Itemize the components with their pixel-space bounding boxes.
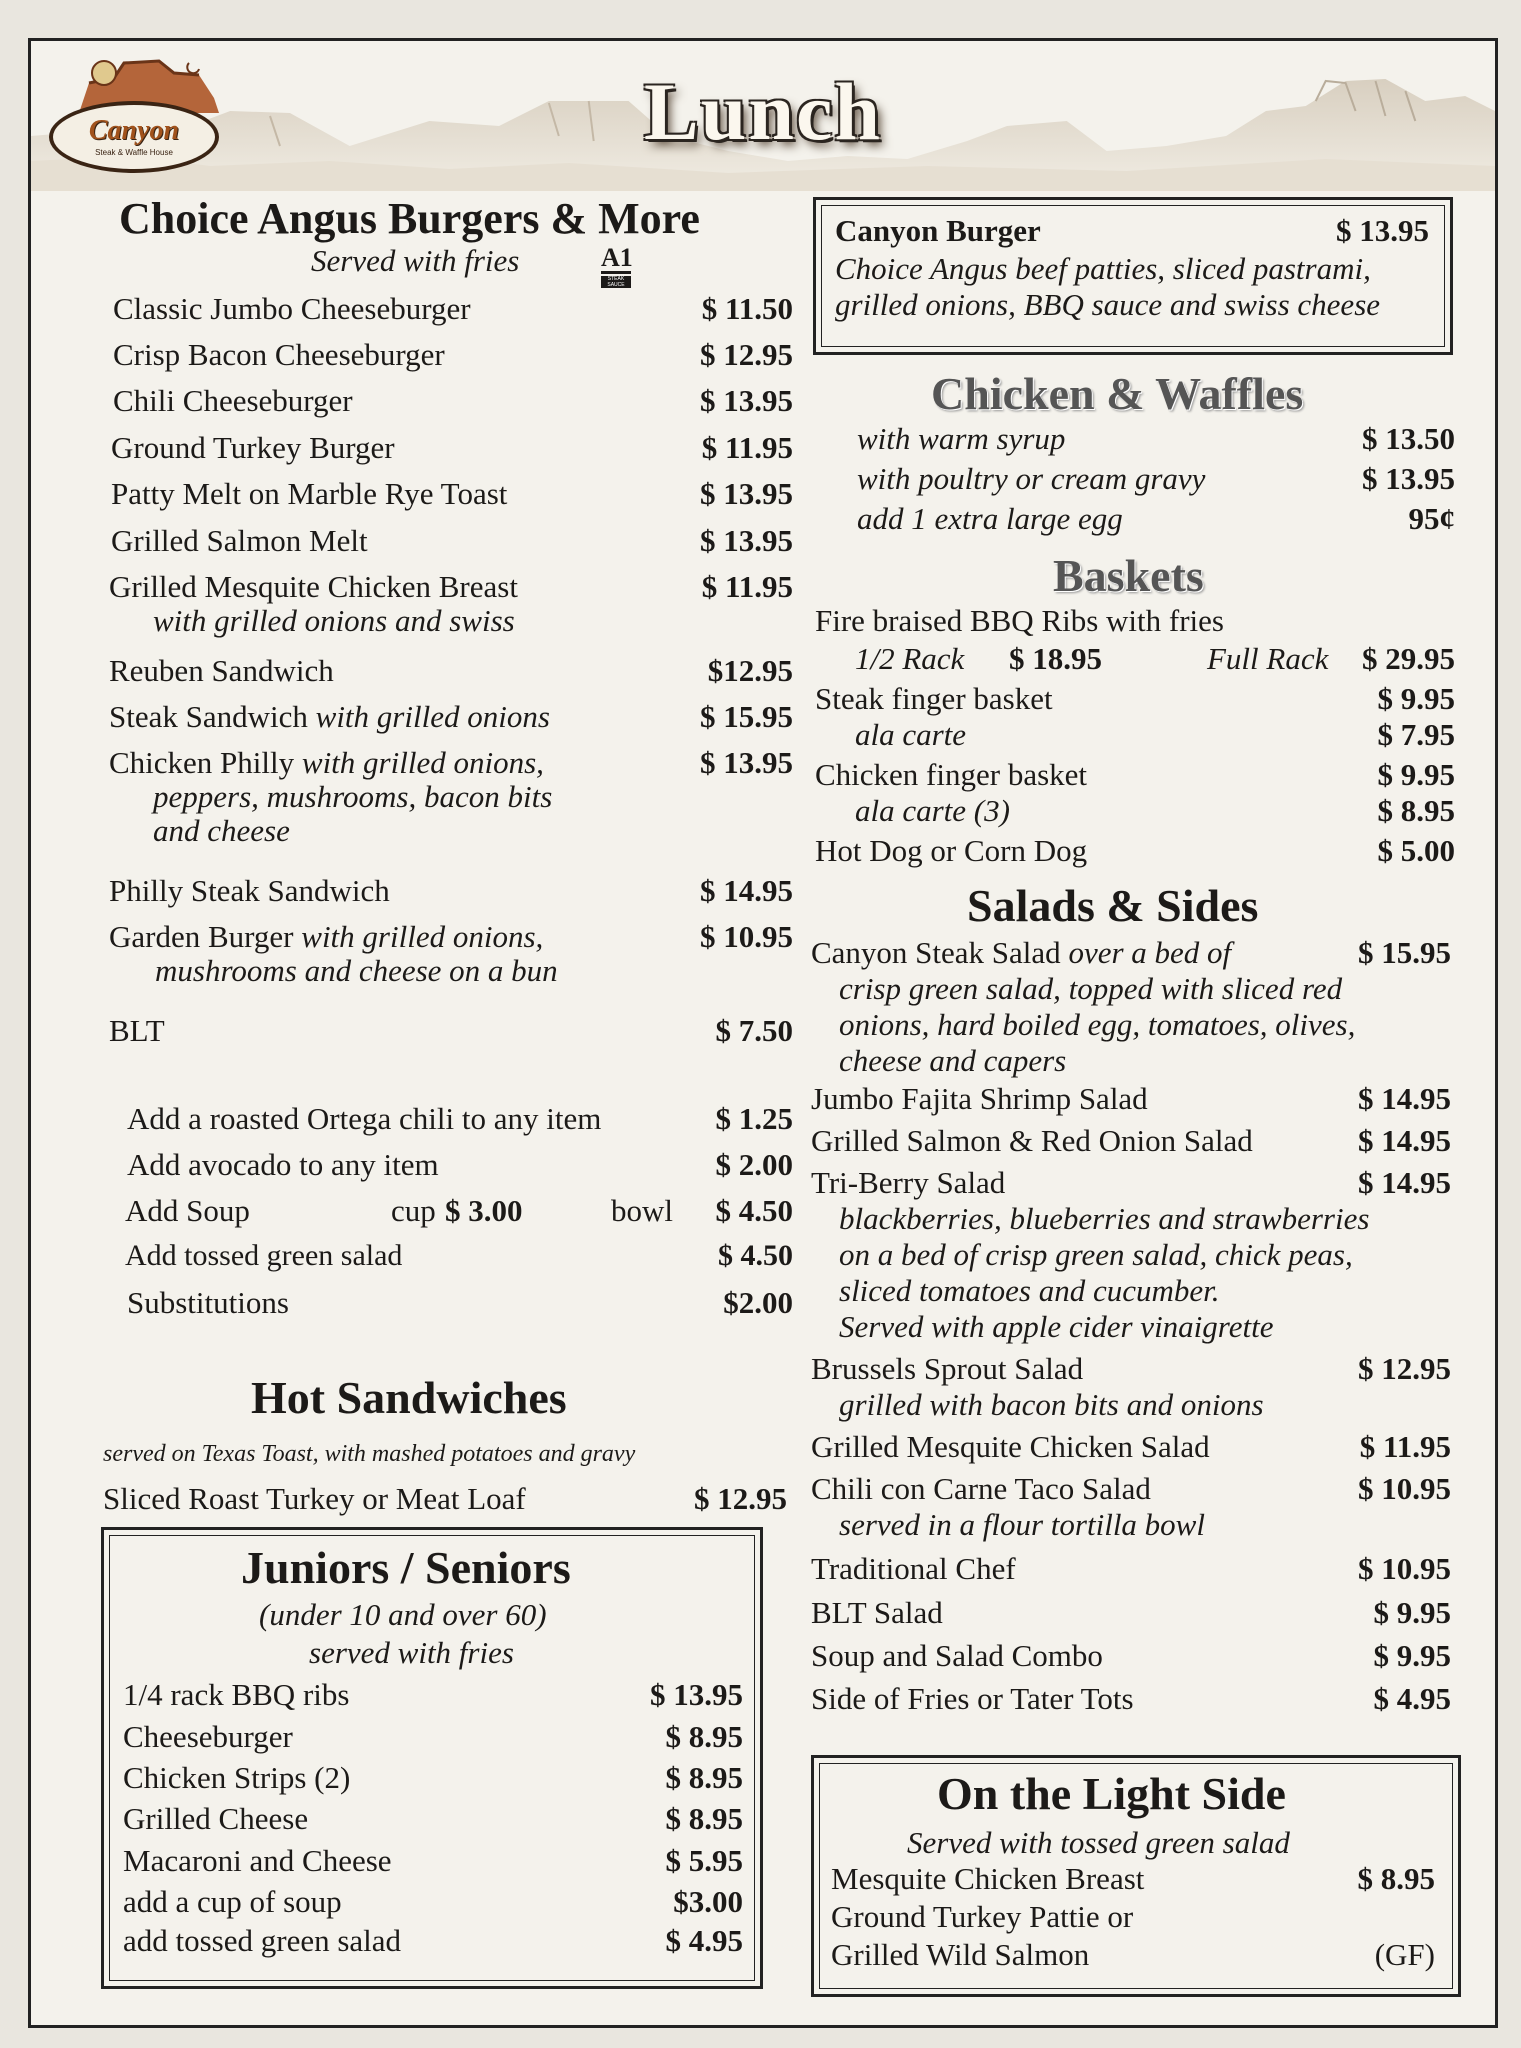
addon-item: [125, 1239, 793, 1273]
menu-item: [815, 681, 1455, 717]
item-price: $ 4.95: [665, 1923, 743, 1958]
menu-item: [811, 1681, 1451, 1717]
item-name-note: over a bed of: [1068, 935, 1232, 970]
hot-sandwiches-heading: Hot Sandwiches: [251, 1372, 567, 1423]
item-name: Ground Turkey Pattie or: [831, 1899, 1134, 1934]
soup-cup-price: $ 3.00: [445, 1193, 523, 1228]
item-price: $ 5.00: [1377, 833, 1455, 868]
a1-logo-text: A1: [601, 243, 633, 272]
menu-item: [109, 745, 793, 781]
item-price: $ 11.95: [1359, 1429, 1451, 1464]
item-name: Macaroni and Cheese: [123, 1843, 392, 1878]
item-price: $ 12.95: [1358, 1351, 1451, 1386]
item-name: with warm syrup: [857, 421, 1066, 456]
menu-item: [811, 1165, 1451, 1201]
item-price: $ 8.95: [665, 1719, 743, 1754]
light-side-heading: On the Light Side: [937, 1768, 1286, 1819]
item-name: Grilled Cheese: [123, 1801, 309, 1836]
item-price: $ 14.95: [1358, 1123, 1451, 1158]
menu-item: [113, 383, 793, 419]
menu-item: [811, 1471, 1451, 1507]
item-name: Canyon Burger: [835, 213, 1041, 248]
item-name: BLT Salad: [811, 1595, 943, 1630]
menu-item: [831, 1861, 1435, 1897]
page-title: Lunch: [644, 66, 882, 157]
item-name: Grilled Salmon & Red Onion Salad: [811, 1123, 1253, 1158]
addon-price: $ 1.25: [715, 1101, 793, 1136]
full-rack-price: $ 29.95: [1362, 641, 1455, 676]
item-name: Ground Turkey Burger: [111, 430, 395, 465]
addon-item: [127, 1101, 793, 1137]
item-name-note: with grilled onions,: [301, 745, 544, 780]
item-name-group: [811, 935, 1231, 971]
item-name: Steak finger basket: [815, 681, 1053, 716]
item-name: Brussels Sprout Salad: [811, 1351, 1084, 1386]
a1-logo-subtext: STEAK SAUCE: [601, 276, 631, 288]
menu-item: [123, 1884, 743, 1920]
menu-item: [815, 757, 1455, 793]
item-description: peppers, mushrooms, bacon bits: [153, 779, 553, 814]
menu-item: [123, 1719, 743, 1755]
menu-item: [113, 337, 793, 373]
addon-name: Add Soup: [125, 1193, 250, 1228]
item-name: Jumbo Fajita Shrimp Salad: [811, 1081, 1148, 1116]
soup-bowl-price: $ 4.50: [715, 1193, 793, 1228]
item-price: $ 9.95: [1377, 681, 1455, 716]
item-price: $3.00: [673, 1884, 743, 1919]
menu-item: [103, 1481, 787, 1517]
item-price: $ 8.95: [1377, 793, 1455, 828]
item-name: Chicken finger basket: [815, 757, 1088, 792]
item-price: $ 12.95: [694, 1481, 787, 1516]
item-name: with poultry or cream gravy: [857, 461, 1206, 496]
juniors-subtitle: (under 10 and over 60): [259, 1597, 547, 1632]
hot-sandwiches-subtitle: served on Texas Toast, with mashed potatoes and gravy: [103, 1441, 636, 1467]
salads-sides-heading: Salads & Sides: [967, 880, 1259, 931]
item-name: Grilled Wild Salmon: [831, 1937, 1090, 1972]
menu-item: [109, 919, 793, 955]
item-description: with grilled onions and swiss: [153, 603, 515, 638]
menu-item: [811, 1595, 1451, 1631]
item-name-group: [109, 919, 543, 955]
addon-name: Add a roasted Ortega chili to any item: [127, 1101, 602, 1136]
menu-item: [109, 1013, 793, 1049]
menu-item: [855, 717, 1455, 753]
item-name: Chicken Philly: [109, 745, 295, 780]
light-side-subtitle: Served with tossed green salad: [907, 1825, 1290, 1860]
menu-item: [815, 833, 1455, 869]
item-price: $ 14.95: [1358, 1081, 1451, 1116]
item-name: Classic Jumbo Cheeseburger: [113, 291, 471, 326]
item-name: Reuben Sandwich: [109, 653, 334, 688]
item-price: $ 9.95: [1373, 1638, 1451, 1673]
addon-item: [127, 1147, 793, 1183]
item-description: onions, hard boiled egg, tomatoes, olives,: [839, 1007, 1356, 1042]
item-name: Grilled Mesquite Chicken Salad: [811, 1429, 1210, 1464]
item-name: 1/4 rack BBQ ribs: [123, 1677, 350, 1712]
menu-item: [111, 430, 793, 466]
item-price: $ 5.95: [665, 1843, 743, 1878]
item-price: $ 13.95: [1362, 461, 1455, 496]
item-price: $ 13.95: [1336, 213, 1429, 248]
canyon-burger-item: [835, 213, 1429, 249]
logo-name: Canyon: [88, 115, 180, 146]
menu-item: [857, 501, 1455, 537]
canyon-burger-desc: grilled onions, BBQ sauce and swiss cheese: [835, 287, 1381, 322]
item-price: $ 8.95: [1357, 1861, 1435, 1896]
item-price: $12.95: [707, 653, 793, 688]
item-name: Chili con Carne Taco Salad: [811, 1471, 1151, 1506]
menu-item: [113, 291, 793, 327]
item-name: Traditional Chef: [811, 1551, 1016, 1586]
menu-item: [855, 793, 1455, 829]
item-price: $ 10.95: [1358, 1551, 1451, 1586]
full-rack-label: Full Rack: [1207, 641, 1329, 676]
item-name: Crisp Bacon Cheeseburger: [113, 337, 445, 372]
soup-bowl-label: bowl: [611, 1193, 673, 1228]
item-name: Cheeseburger: [123, 1719, 293, 1754]
item-price: 95¢: [1408, 501, 1455, 536]
item-price: $ 4.95: [1373, 1681, 1451, 1716]
item-price: $ 11.95: [701, 569, 793, 604]
item-name-group: [109, 745, 544, 781]
item-price: $ 8.95: [665, 1801, 743, 1836]
item-name: Side of Fries or Tater Tots: [811, 1681, 1134, 1716]
menu-item: [123, 1760, 743, 1796]
juniors-heading: Juniors / Seniors: [241, 1542, 571, 1593]
item-price: $ 7.95: [1377, 717, 1455, 752]
juniors-subtitle: served with fries: [309, 1635, 514, 1670]
menu-item: [123, 1843, 743, 1879]
burgers-subtitle: Served with fries: [311, 243, 520, 278]
menu-item: [811, 1351, 1451, 1387]
item-name: Soup and Salad Combo: [811, 1638, 1103, 1673]
item-name: Philly Steak Sandwich: [109, 873, 390, 908]
menu-item: [109, 569, 793, 605]
item-description: crisp green salad, topped with sliced red: [839, 971, 1343, 1006]
half-rack-price: $ 18.95: [1009, 641, 1102, 676]
item-name: Grilled Salmon Melt: [111, 523, 368, 558]
item-name: Chili Cheeseburger: [113, 383, 353, 418]
item-name: Sliced Roast Turkey or Meat Loaf: [103, 1481, 526, 1516]
item-name: BLT: [109, 1013, 165, 1048]
menu-item: [857, 421, 1455, 457]
menu-item: [811, 1081, 1451, 1117]
item-description: cheese and capers: [839, 1043, 1067, 1078]
item-name: Hot Dog or Corn Dog: [815, 833, 1088, 868]
item-name: Steak Sandwich: [109, 699, 308, 734]
addon-price: $ 4.50: [718, 1239, 793, 1272]
item-name: Chicken Strips (2): [123, 1760, 351, 1795]
gluten-free-badge: (GF): [1374, 1937, 1435, 1972]
addon-item: [127, 1285, 793, 1321]
item-name: add tossed green salad: [123, 1923, 402, 1958]
item-description: blackberries, blueberries and strawberries: [839, 1201, 1370, 1236]
ribs-prices: [855, 641, 1455, 681]
item-name: Patty Melt on Marble Rye Toast: [111, 476, 508, 511]
item-price: $ 13.95: [700, 383, 793, 418]
item-price: $ 8.95: [665, 1760, 743, 1795]
item-price: $ 14.95: [700, 873, 793, 908]
addon-price: $ 2.00: [715, 1147, 793, 1182]
item-price: $ 13.95: [650, 1677, 743, 1712]
logo-subtitle: Steak & Waffle House: [95, 148, 173, 157]
item-price: $ 9.95: [1373, 1595, 1451, 1630]
item-description: mushrooms and cheese on a bun: [155, 953, 558, 988]
item-price: $ 7.50: [715, 1013, 793, 1048]
item-name: Canyon Steak Salad: [811, 935, 1061, 970]
menu-item: [811, 935, 1451, 971]
item-name: Mesquite Chicken Breast: [831, 1861, 1145, 1896]
menu-item: [111, 476, 793, 512]
item-name: Garden Burger: [109, 919, 294, 954]
menu-item: [857, 461, 1455, 497]
half-rack-label: 1/2 Rack: [855, 641, 965, 676]
menu-item: [123, 1801, 743, 1837]
menu-page: [28, 38, 1498, 2028]
item-name-note: with grilled onions,: [301, 919, 544, 954]
item-description: on a bed of crisp green salad, chick peas,: [839, 1237, 1353, 1272]
a1-steak-sauce-icon: [601, 245, 631, 293]
canyon-burger-desc: Choice Angus beef patties, sliced pastrami,: [835, 251, 1371, 286]
item-price: $ 10.95: [700, 919, 793, 954]
item-price: $ 13.50: [1362, 421, 1455, 456]
item-price: $ 15.95: [700, 699, 793, 734]
item-name: Tri-Berry Salad: [811, 1165, 1006, 1200]
item-description: and cheese: [153, 813, 290, 848]
item-price: $ 9.95: [1377, 757, 1455, 792]
ribs-name: Fire braised BBQ Ribs with fries: [815, 603, 1224, 638]
item-description: sliced tomatoes and cucumber.: [839, 1273, 1220, 1308]
item-description: served in a flour tortilla bowl: [839, 1507, 1205, 1542]
item-description: grilled with bacon bits and onions: [839, 1387, 1264, 1422]
menu-item: [811, 1551, 1451, 1587]
item-name: add a cup of soup: [123, 1884, 342, 1919]
menu-item: [811, 1638, 1451, 1674]
item-price: $ 13.95: [700, 523, 793, 558]
menu-item: [111, 523, 793, 559]
menu-item: [811, 1123, 1451, 1159]
addon-name: Add tossed green salad: [125, 1239, 403, 1272]
addon-name: Substitutions: [127, 1285, 289, 1320]
item-price: $ 12.95: [700, 337, 793, 372]
burgers-heading: Choice Angus Burgers & More: [119, 194, 700, 243]
item-name: ala carte (3): [855, 793, 1010, 828]
menu-header: [31, 41, 1495, 191]
item-price: $ 13.95: [700, 476, 793, 511]
item-price: $ 14.95: [1358, 1165, 1451, 1200]
item-price: $ 13.95: [700, 745, 793, 780]
item-name-note: with grilled onions: [315, 699, 550, 734]
addon-name: Add avocado to any item: [127, 1147, 439, 1182]
item-price: $ 10.95: [1358, 1471, 1451, 1506]
item-price: $ 11.95: [701, 430, 793, 465]
addon-price: $2.00: [723, 1285, 793, 1320]
item-name-group: [109, 699, 550, 735]
menu-item: [109, 699, 793, 735]
item-price: $ 11.50: [701, 291, 793, 326]
menu-item: [831, 1937, 1435, 1973]
menu-item: [109, 653, 793, 689]
item-name: add 1 extra large egg: [857, 501, 1123, 536]
soup-cup-label: cup: [391, 1193, 436, 1228]
menu-item: [109, 873, 793, 909]
baskets-heading: Baskets: [1053, 550, 1204, 601]
item-name: ala carte: [855, 717, 967, 752]
menu-item: [123, 1677, 743, 1713]
item-name: Grilled Mesquite Chicken Breast: [109, 569, 518, 604]
item-price: $ 15.95: [1358, 935, 1451, 970]
item-description: Served with apple cider vinaigrette: [839, 1309, 1274, 1344]
menu-item: [123, 1923, 743, 1959]
addon-soup: [125, 1193, 793, 1233]
chicken-waffles-heading: Chicken & Waffles: [931, 368, 1304, 419]
menu-item: [811, 1429, 1451, 1465]
